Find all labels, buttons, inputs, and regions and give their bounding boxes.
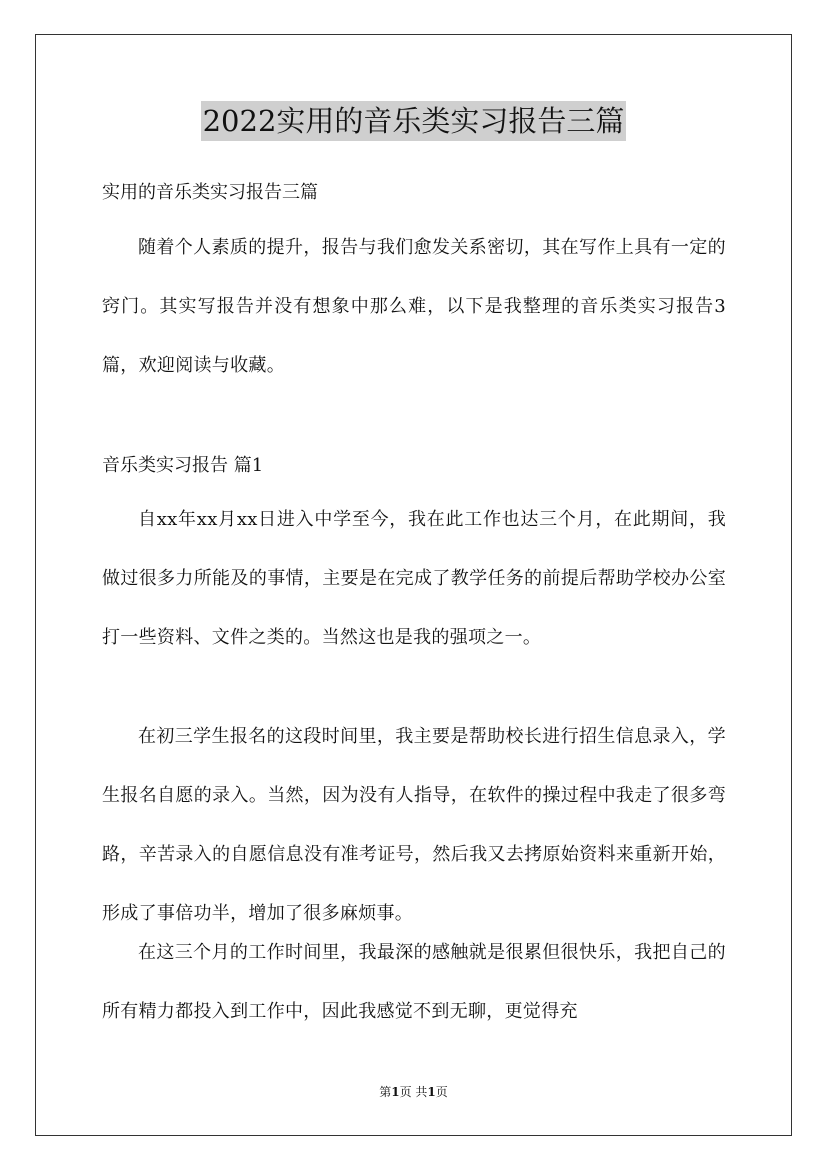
footer-prefix: 第	[379, 1085, 392, 1099]
intro-paragraph: 随着个人素质的提升，报告与我们愈发关系密切，其在写作上具有一定的窍门。其实写报告并没有想象中那么难，以下是我整理的音乐类实习报告3篇，欢迎阅读与收藏。	[102, 237, 726, 376]
body-paragraph-2: 在初三学生报名的这段时间里，我主要是帮助校长进行招生信息录入，学生报名自愿的录入。当然，因为没有人指导，在软件的操过程中我走了很多弯路，辛苦录入的自愿信息没有准考证号，然后我又去拷原始资料来重新开始，形成了事倍功半，增加了很多麻烦事。	[102, 726, 726, 924]
footer-page-total: 1	[427, 1085, 436, 1099]
document-title: 2022实用的音乐类实习报告三篇	[201, 101, 627, 141]
page-footer	[0, 1083, 827, 1101]
section-heading: 音乐类实习报告 篇1	[102, 455, 264, 476]
body-paragraph-3: 在这三个月的工作时间里，我最深的感触就是很累但很快乐，我把自己的所有精力都投入到工作中，因此我感觉不到无聊，更觉得充	[102, 942, 726, 1022]
body-paragraph-1: 自xx年xx月xx日进入中学至今，我在此工作也达三个月，在此期间，我做过很多力所能及的事情，主要是在完成了教学任务的前提后帮助学校办公室打一些资料、文件之类的。当然这也是我的强项之一。	[102, 509, 726, 648]
footer-mid: 页 共	[399, 1085, 428, 1099]
title-container	[0, 101, 827, 141]
document-subtitle: 实用的音乐类实习报告三篇	[102, 182, 318, 203]
footer-page-current: 1	[391, 1085, 400, 1099]
footer-suffix: 页	[435, 1085, 448, 1099]
